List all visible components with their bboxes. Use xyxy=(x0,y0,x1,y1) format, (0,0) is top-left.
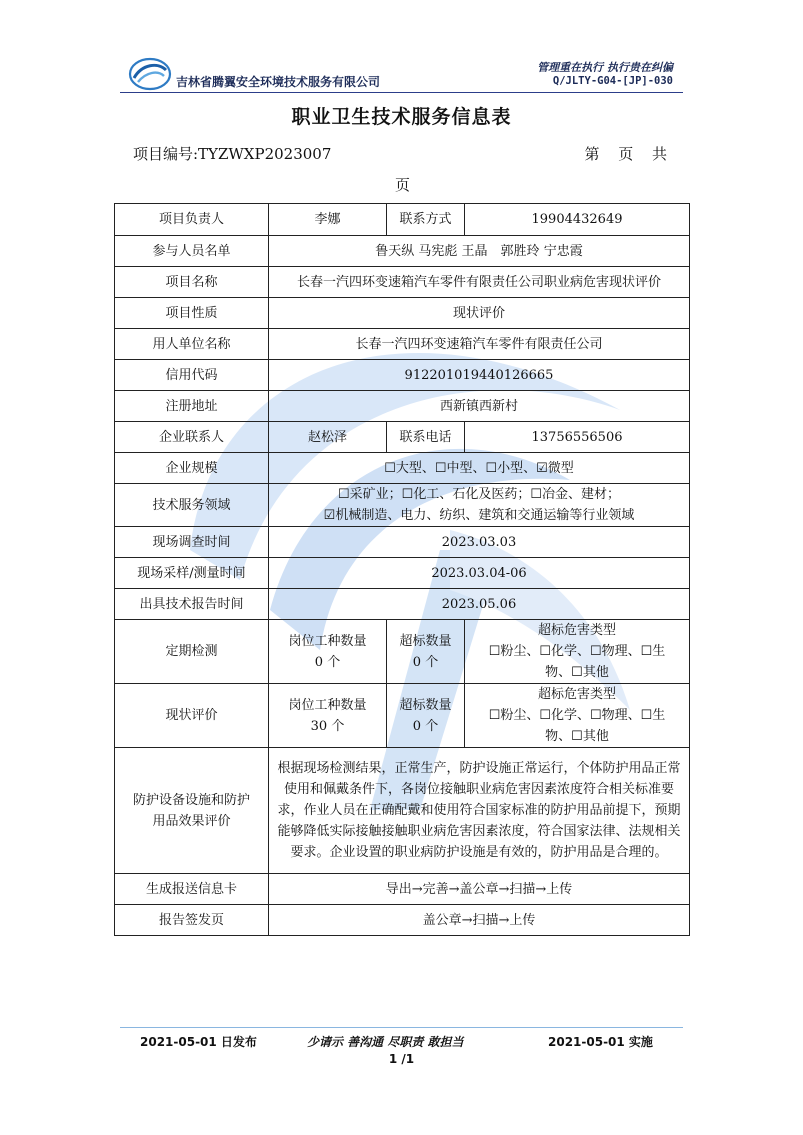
protection-eval-label xyxy=(115,748,269,874)
periodic-exceed-label: 超标数量 xyxy=(399,633,452,649)
info-table xyxy=(114,203,690,936)
employer-value: 长春一汽四环变速箱汽车零件有限责任公司 xyxy=(269,329,690,360)
info-card-value: 导出→完善→盖公章→扫描→上传 xyxy=(269,874,690,905)
periodic-posts-value: 0 个 xyxy=(314,654,341,670)
contact-label: 联系方式 xyxy=(387,204,465,236)
address-value: 西新镇西新村 xyxy=(269,391,690,422)
field-label: 技术服务领域 xyxy=(115,484,269,527)
sampling-time-label: 现场采样/测量时间 xyxy=(115,558,269,589)
sampling-time-value: 2023.03.04-06 xyxy=(269,558,690,589)
enterprise-contact-label: 企业联系人 xyxy=(115,422,269,453)
periodic-posts-cell xyxy=(269,620,387,684)
project-name-label: 项目名称 xyxy=(115,267,269,298)
page-info: 第 页 共 xyxy=(584,145,667,163)
status-posts-value: 30 个 xyxy=(310,718,345,734)
status-posts-label: 岗位工种数量 xyxy=(288,697,367,713)
members-value: 鲁天纵 马宪彪 王晶 郭胜玲 宁忠霞 xyxy=(269,236,690,267)
protection-eval-label-line-2: 用品效果评价 xyxy=(152,813,231,829)
periodic-exceed-value: 0 个 xyxy=(412,654,439,670)
sign-page-value: 盖公章→扫描→上传 xyxy=(269,905,690,936)
status-exceed-cell xyxy=(387,684,465,748)
credit-code-label: 信用代码 xyxy=(115,360,269,391)
project-name-value: 长春一汽四环变速箱汽车零件有限责任公司职业病危害现状评价 xyxy=(269,267,690,298)
address-label: 注册地址 xyxy=(115,391,269,422)
header-motto: 管理重在执行 执行贵在纠偏 xyxy=(537,61,673,74)
enterprise-phone-label: 联系电话 xyxy=(387,422,465,453)
leader-label: 项目负责人 xyxy=(115,204,269,236)
status-hazard-line-1: ☐粉尘、☐化学、☐物理、☐生 xyxy=(488,708,666,723)
leader-value: 李娜 xyxy=(269,204,387,236)
contact-value: 19904432649 xyxy=(465,204,690,236)
periodic-posts-label: 岗位工种数量 xyxy=(288,633,367,649)
periodic-test-label: 定期检测 xyxy=(115,620,269,684)
scale-value: ☐大型、☐中型、☐小型、☑微型 xyxy=(269,453,690,484)
field-line-1: ☐采矿业；☐化工、石化及医药；☐冶金、建材； xyxy=(338,487,620,502)
status-hazard-cell xyxy=(465,684,690,748)
status-posts-cell xyxy=(269,684,387,748)
implement-date: 2021-05-01 实施 xyxy=(548,1035,653,1049)
project-nature-label: 项目性质 xyxy=(115,298,269,329)
field-value xyxy=(269,484,690,527)
header-divider xyxy=(120,92,683,93)
protection-eval-value: 根据现场检测结果，正常生产，防护设施正常运行，个体防护用品正常使用和佩戴条件下，各岗位接触职业病危害因素浓度符合相关标准要求，作业人员在正确配戴和使用符合国家标准的防护用品前提下，预期能够降低实际接触接触职业病危害因素浓度，符合国家法律、法规相关要求。企业设置的职业病防护设施是有效的，防护用品是合理的。 xyxy=(269,748,690,874)
page-title: 职业卫生技术服务信息表 xyxy=(291,106,512,128)
status-hazard-line-2: 物、☐其他 xyxy=(545,729,609,744)
project-number: 项目编号:TYZWXP2023007 xyxy=(133,145,332,163)
footer-divider xyxy=(120,1027,683,1028)
periodic-hazard-cell xyxy=(465,620,690,684)
protection-eval-label-line-1: 防护设备设施和防护 xyxy=(132,792,250,808)
project-nature-value: 现状评价 xyxy=(269,298,690,329)
survey-time-label: 现场调查时间 xyxy=(115,527,269,558)
members-label: 参与人员名单 xyxy=(115,236,269,267)
page-number: 1 /1 xyxy=(388,1052,415,1066)
credit-code-value: 912201019440126665 xyxy=(269,360,690,391)
company-logo-icon xyxy=(128,56,172,92)
company-name: 吉林省腾翼安全环境技术服务有限公司 xyxy=(176,75,381,89)
document-code: Q/JLTY-G04-[JP]-030 xyxy=(552,75,673,87)
status-eval-label: 现状评价 xyxy=(115,684,269,748)
field-line-2: ☑机械制造、电力、纺织、建筑和交通运输等行业领域 xyxy=(323,508,635,523)
survey-time-value: 2023.03.03 xyxy=(269,527,690,558)
periodic-hazard-line-1: ☐粉尘、☐化学、☐物理、☐生 xyxy=(488,644,666,659)
scale-label: 企业规模 xyxy=(115,453,269,484)
issue-date: 2021-05-01 日发布 xyxy=(140,1035,257,1049)
report-time-label: 出具技术报告时间 xyxy=(115,589,269,620)
enterprise-phone-value: 13756556506 xyxy=(465,422,690,453)
status-hazard-label: 超标危害类型 xyxy=(537,687,616,702)
footer-slogan: 少请示 善沟通 尽职责 敢担当 xyxy=(307,1035,464,1049)
sign-page-label: 报告签发页 xyxy=(115,905,269,936)
enterprise-contact-value: 赵松泽 xyxy=(269,422,387,453)
employer-label: 用人单位名称 xyxy=(115,329,269,360)
info-card-label: 生成报送信息卡 xyxy=(115,874,269,905)
report-time-value: 2023.05.06 xyxy=(269,589,690,620)
periodic-hazard-line-2: 物、☐其他 xyxy=(545,665,609,680)
periodic-exceed-cell xyxy=(387,620,465,684)
status-exceed-label: 超标数量 xyxy=(399,697,452,713)
status-exceed-value: 0 个 xyxy=(412,718,439,734)
page-info-continued: 页 xyxy=(395,176,411,194)
periodic-hazard-label: 超标危害类型 xyxy=(537,623,616,638)
